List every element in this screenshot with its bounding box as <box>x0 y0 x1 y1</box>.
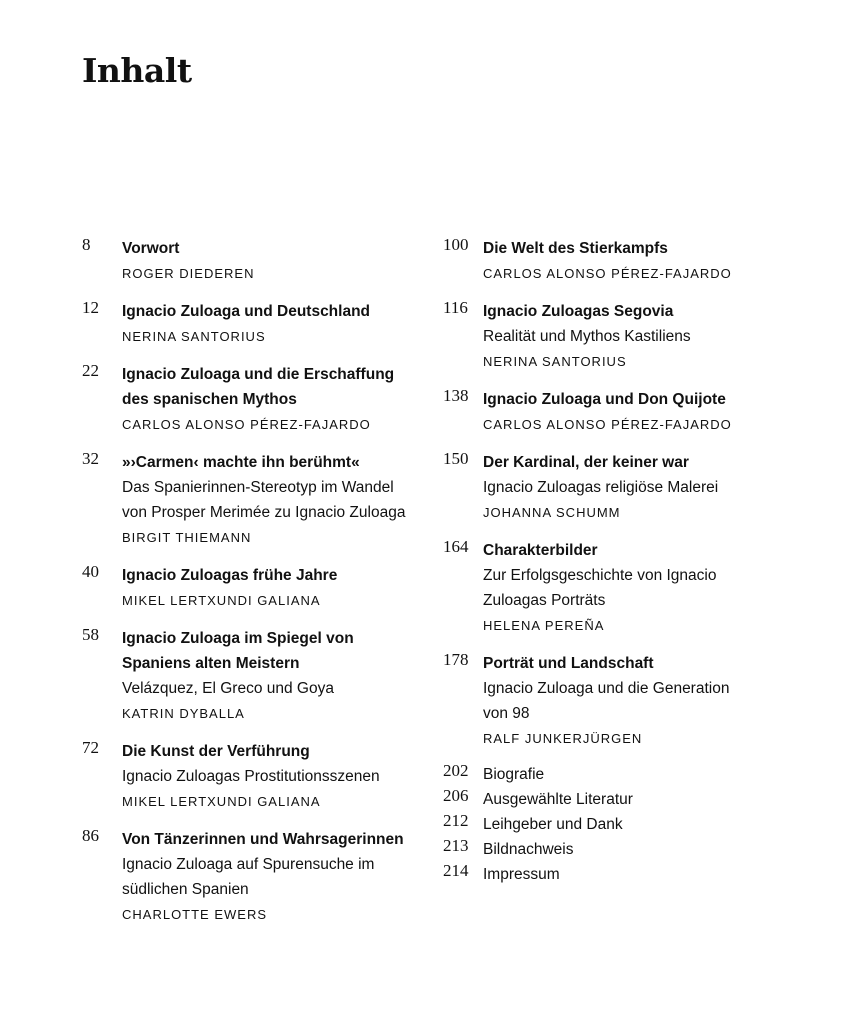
toc-appendix-item[interactable] <box>443 787 823 812</box>
toc-page-number: 100 <box>443 235 469 254</box>
toc-entry-author: KATRIN DYBALLA <box>122 706 245 721</box>
toc-entry[interactable] <box>82 827 427 927</box>
toc-page-number: 72 <box>82 738 99 757</box>
toc-entry-author: NERINA SANTORIUS <box>122 329 266 344</box>
toc-entry-author: CHARLOTTE EWERS <box>122 907 268 922</box>
toc-page-number: 212 <box>443 811 469 830</box>
toc-entry-author: ROGER DIEDEREN <box>122 266 255 281</box>
toc-appendix-label: Biografie <box>483 766 545 783</box>
toc-appendix-label: Impressum <box>483 866 560 883</box>
toc-entry[interactable] <box>443 450 823 525</box>
toc-page-number: 213 <box>443 836 469 855</box>
toc-page-number: 178 <box>443 650 469 669</box>
toc-page-number: 32 <box>82 449 99 468</box>
toc-entry-title: Charakterbilder <box>483 542 598 559</box>
toc-entry-subtitle: Das Spanierinnen-Stereotyp im Wandel <box>122 479 394 496</box>
toc-left-column <box>82 236 427 940</box>
toc-appendix-item[interactable] <box>443 837 823 862</box>
toc-page-number: 58 <box>82 625 99 644</box>
toc-page-number: 8 <box>82 235 91 254</box>
toc-entry[interactable] <box>82 450 427 550</box>
toc-entry[interactable] <box>443 651 823 751</box>
toc-entry[interactable] <box>82 563 427 613</box>
toc-entry-title: Spaniens alten Meistern <box>122 655 300 672</box>
toc-appendix-item[interactable] <box>443 812 823 837</box>
toc-appendix-item[interactable] <box>443 762 823 787</box>
toc-entry-author: CARLOS ALONSO PÉREZ-FAJARDO <box>483 417 732 432</box>
toc-page-number: 138 <box>443 386 469 405</box>
toc-entry-author: MIKEL LERTXUNDI GALIANA <box>122 593 321 608</box>
toc-entry-subtitle: Zuloagas Porträts <box>483 592 606 609</box>
toc-entry-subtitle: Ignacio Zuloagas Prostitutionsszenen <box>122 768 380 785</box>
toc-entry-title: Von Tänzerinnen und Wahrsagerinnen <box>122 831 404 848</box>
toc-entry-subtitle: Zur Erfolgsgeschichte von Ignacio <box>483 567 717 584</box>
toc-entry-title: Ignacio Zuloagas Segovia <box>483 303 674 320</box>
toc-entry-author: MIKEL LERTXUNDI GALIANA <box>122 794 321 809</box>
toc-entry[interactable] <box>443 299 823 374</box>
toc-entry-title: Ignacio Zuloaga und Don Quijote <box>483 391 726 408</box>
toc-page-number: 22 <box>82 361 99 380</box>
toc-entry-subtitle: Realität und Mythos Kastiliens <box>483 328 691 345</box>
toc-entry[interactable] <box>443 387 823 437</box>
toc-page-number: 116 <box>443 298 468 317</box>
toc-entry-author: RALF JUNKERJÜRGEN <box>483 731 643 746</box>
toc-entry-title: Ignacio Zuloaga im Spiegel von <box>122 630 354 647</box>
toc-page-number: 206 <box>443 786 469 805</box>
toc-appendix-list <box>443 762 823 887</box>
toc-entry-title: Der Kardinal, der keiner war <box>483 454 689 471</box>
toc-right-column <box>443 236 823 887</box>
toc-entry-author: BIRGIT THIEMANN <box>122 530 252 545</box>
toc-page-number: 86 <box>82 826 99 845</box>
toc-entry[interactable] <box>82 299 427 349</box>
toc-entry-subtitle: von 98 <box>483 705 530 722</box>
toc-page-number: 214 <box>443 861 469 880</box>
toc-entry-subtitle: Ignacio Zuloaga und die Generation <box>483 680 730 697</box>
toc-entry-subtitle: Ignacio Zuloaga auf Spurensuche im <box>122 856 375 873</box>
toc-entry[interactable] <box>443 236 823 286</box>
toc-appendix-label: Bildnachweis <box>483 841 574 858</box>
toc-entry-title: Ignacio Zuloaga und Deutschland <box>122 303 371 320</box>
toc-appendix-label: Leihgeber und Dank <box>483 816 623 833</box>
toc-entry-author: CARLOS ALONSO PÉREZ-FAJARDO <box>122 417 371 432</box>
toc-entry-title: Vorwort <box>122 240 180 257</box>
toc-entry-title: Die Welt des Stierkampfs <box>483 240 668 257</box>
toc-page-number: 202 <box>443 761 469 780</box>
toc-entry-author: NERINA SANTORIUS <box>483 354 627 369</box>
toc-entry-author: CARLOS ALONSO PÉREZ-FAJARDO <box>483 266 732 281</box>
toc-entry[interactable] <box>82 626 427 726</box>
toc-entry-title: Ignacio Zuloaga und die Erschaffung <box>122 366 395 383</box>
toc-page-number: 40 <box>82 562 99 581</box>
toc-page-number: 164 <box>443 537 469 556</box>
toc-entry-title: Die Kunst der Verführung <box>122 743 310 760</box>
toc-entry-title: Ignacio Zuloagas frühe Jahre <box>122 567 338 584</box>
toc-entry-author: JOHANNA SCHUMM <box>483 505 621 520</box>
page-title: Inhalt <box>82 51 192 90</box>
toc-appendix-label: Ausgewählte Literatur <box>483 791 633 808</box>
toc-entry-title: Porträt und Landschaft <box>483 655 654 672</box>
toc-entry-subtitle: Ignacio Zuloagas religiöse Malerei <box>483 479 719 496</box>
toc-page-number: 12 <box>82 298 99 317</box>
toc-entry-subtitle: Velázquez, El Greco und Goya <box>122 680 334 697</box>
toc-entry[interactable] <box>82 236 427 286</box>
toc-entry-title: »›Carmen‹ machte ihn berühmt« <box>122 454 360 471</box>
toc-page-number: 150 <box>443 449 469 468</box>
toc-entry[interactable] <box>443 538 823 638</box>
toc-appendix-item[interactable] <box>443 862 823 887</box>
toc-entry-author: HELENA PEREÑA <box>483 618 605 633</box>
toc-entry-title: des spanischen Mythos <box>122 391 297 408</box>
toc-entry-subtitle: von Prosper Merimée zu Ignacio Zuloaga <box>122 504 406 521</box>
toc-entry[interactable] <box>82 362 427 437</box>
toc-entry-subtitle: südlichen Spanien <box>122 881 249 898</box>
toc-entry[interactable] <box>82 739 427 814</box>
